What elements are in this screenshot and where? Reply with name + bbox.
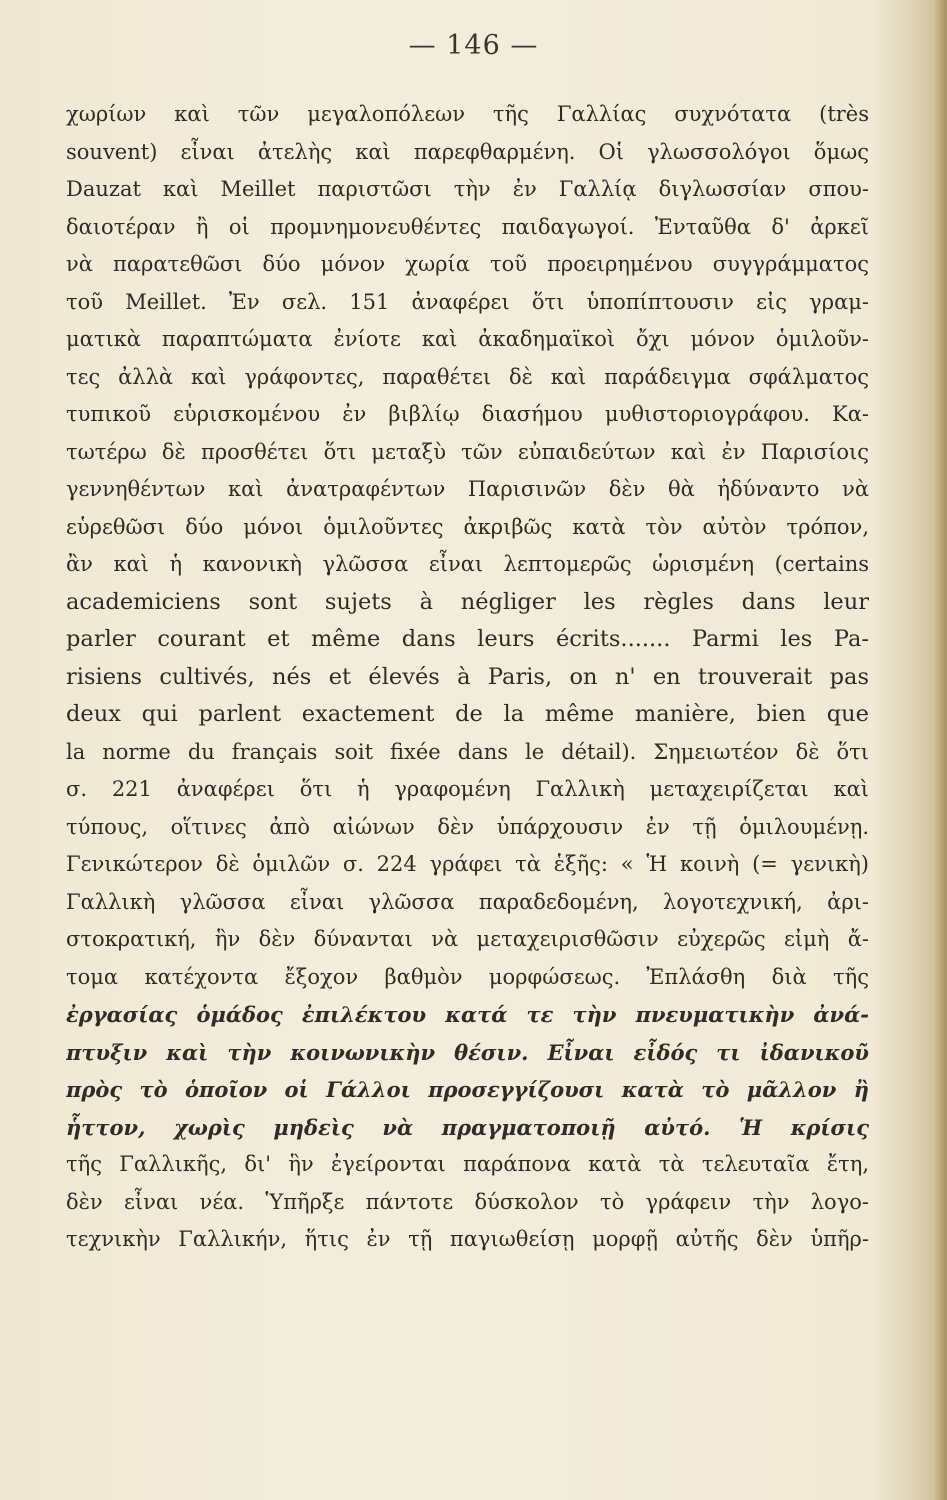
text-line: πτυξιν καὶ τὴν κοινωνικὴν θέσιν. Εἶναι εἶδός τι ἰδανικοῦ xyxy=(66,1039,869,1065)
text-line: πρὸς τὸ ὁποῖον οἱ Γάλλοι προσεγγίζουσι κατὰ τὸ μᾶλλον ἢ xyxy=(66,1077,869,1102)
page-edge-shadow xyxy=(933,0,947,1500)
text-line: τες ἀλλὰ καὶ γράφοντες, παραθέτει δὲ καὶ παράδειγμα σφάλματος xyxy=(66,364,869,389)
text-line: ἐργασίας ὁμάδος ἐπιλέκτου κατά τε τὴν πνευματικὴν ἀνά- xyxy=(66,1002,869,1027)
text-line: χωρίων καὶ τῶν μεγαλοπόλεων τῆς Γαλλίας συχνότατα (très xyxy=(66,102,869,126)
text-line: Dauzat καὶ Meillet παριστῶσι τὴν ἐν Γαλλίᾳ διγλωσσίαν σπου- xyxy=(66,177,869,201)
text-line: τοῦ Meillet. Ἐν σελ. 151 ἀναφέρει ὅτι ὑποπίπτουσιν εἰς γραμ- xyxy=(66,289,869,314)
page-number: — 146 — xyxy=(408,30,539,61)
text-line: τομα κατέχοντα ἔξοχον βαθμὸν μορφώσεως. Ἐπλάσθη διὰ τῆς xyxy=(66,964,869,989)
text-line: ἧττον, χωρὶς μηδεὶς νὰ πραγματοποιῇ αὐτό. Ἡ κρίσις xyxy=(66,1114,869,1140)
text-line: τωτέρω δὲ προσθέτει ὅτι μεταξὺ τῶν εὐπαιδεύτων καὶ ἐν Παρισίοις xyxy=(66,439,869,464)
text-line: τῆς Γαλλικῆς, δι' ἣν ἐγείρονται παράπονα κατὰ τὰ τελευταῖα ἔτη, xyxy=(66,1152,869,1176)
text-line: τεχνικὴν Γαλλικήν, ἥτις ἐν τῇ παγιωθείσῃ μορφῇ αὐτῆς δὲν ὑπῆρ- xyxy=(66,1227,869,1251)
text-line: academiciens sont sujets à négliger les règles dans leur xyxy=(66,588,869,615)
text-line: la norme du français soit fixée dans le détail). Σημειωτέον δὲ ὅτι xyxy=(66,739,869,764)
page-body xyxy=(66,96,869,1259)
text-line: γεννηθέντων καὶ ἀνατραφέντων Παρισινῶν δὲν θὰ ἠδύναντο νὰ xyxy=(66,477,869,501)
text-line: νὰ παρατεθῶσι δύο μόνον χωρία τοῦ προειρημένου συγγράμματος xyxy=(66,252,869,276)
text-line: τύπους, οἵτινες ἀπὸ αἰώνων δὲν ὑπάρχουσιν ἐν τῇ ὁμιλουμένῃ. xyxy=(66,814,869,839)
text-line: parler courant et même dans leurs écrits....... Parmi les Pa- xyxy=(66,626,869,652)
text-line: εὑρεθῶσι δύο μόνοι ὁμιλοῦντες ἀκριβῶς κατὰ τὸν αὐτὸν τρόπον, xyxy=(66,514,869,539)
text-line: τυπικοῦ εὑρισκομένου ἐν βιβλίῳ διασήμου μυθιστοριογράφου. Κα- xyxy=(66,402,869,426)
text-line: ἂν καὶ ἡ κανονικὴ γλῶσσα εἶναι λεπτομερῶς ὡρισμένη (certains xyxy=(66,552,869,576)
text-line: Γαλλικὴ γλῶσσα εἶναι γλῶσσα παραδεδομένη, λογοτεχνική, ἀρι- xyxy=(66,889,869,914)
text-line: risiens cultivés, nés et élevés à Paris, on n' en trouverait pas xyxy=(66,663,869,690)
text-line: δὲν εἶναι νέα. Ὑπῆρξε πάντοτε δύσκολον τὸ γράφειν τὴν λογο- xyxy=(66,1189,869,1214)
text-line: σ. 221 ἀναφέρει ὅτι ἡ γραφομένη Γαλλικὴ μεταχειρίζεται καὶ xyxy=(66,777,869,801)
text-line: ματικὰ παραπτώματα ἐνίοτε καὶ ἀκαδημαϊκοὶ ὄχι μόνον ὁμιλοῦν- xyxy=(66,327,869,351)
text-line: δαιοτέραν ἢ οἱ προμνημονευθέντες παιδαγωγοί. Ἐνταῦθα δ' ἀρκεῖ xyxy=(66,214,869,239)
text-line: Γενικώτερον δὲ ὁμιλῶν σ. 224 γράφει τὰ ἑξῆς: « Ἡ κοινὴ (= γενικὴ) xyxy=(66,852,869,876)
text-line: στοκρατική, ἣν δὲν δύνανται νὰ μεταχειρισθῶσιν εὐχερῶς εἰμὴ ἄ- xyxy=(66,927,869,951)
text-line: deux qui parlent exactement de la même manière, bien que xyxy=(66,701,869,727)
text-line: souvent) εἶναι ἀτελὴς καὶ παρεφθαρμένη. Οἱ γλωσσολόγοι ὅμως xyxy=(66,139,869,164)
